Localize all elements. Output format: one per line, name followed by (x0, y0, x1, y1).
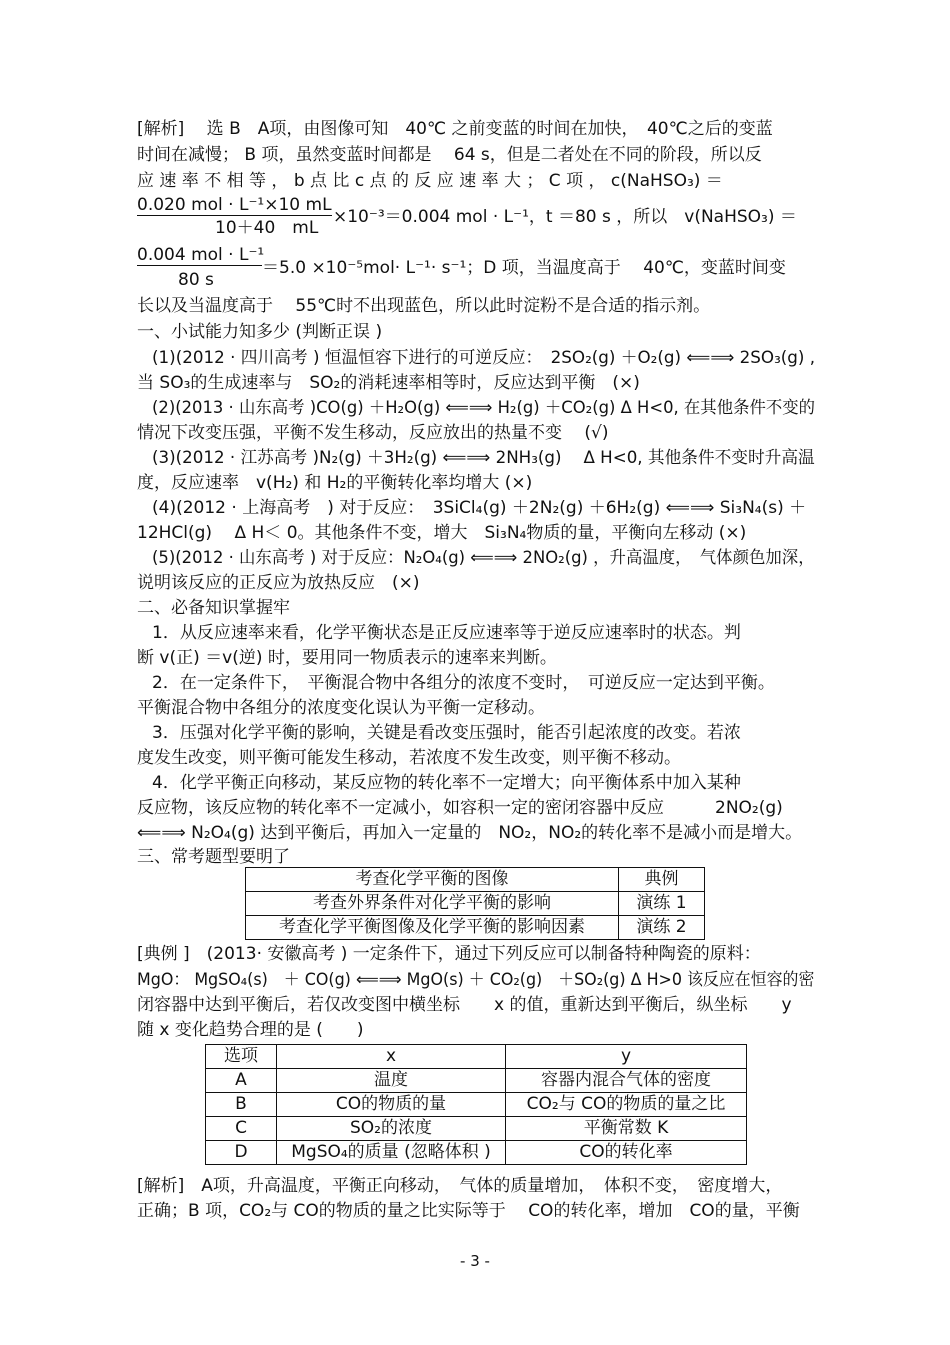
analysis-line: 正确；B 项，CO₂与 CO的物质的量之比实际等于 CO的转化率，增加 CO的量，平衡 (137, 1201, 800, 1221)
analysis-line: 应 速 率 不 相 等 ， b 点 比 c 点 的 反 应 速 率 大 ； C 项 ， c(NaHSO₃) ＝ (137, 171, 723, 191)
knowledge-point: 2．在一定条件下， 平衡混合物中各组分的浓度不变时， 可逆反应一定达到平衡。 (152, 673, 775, 693)
table-cell: SO₂的浓度 (277, 1117, 506, 1141)
judgement-item: (2)(2013 · 山东高考 )CO(g) ＋H₂O(g) ⟸⟹ H₂(g) ＋CO₂(g) Δ H<0, 在其他条件不变的 (152, 398, 816, 418)
example-line: [典例 ] (2013· 安徽高考 ) 一定条件下，通过下列反应可以制备特种陶瓷的原料： (137, 944, 761, 964)
example-line: 闭容器中达到平衡后，若仅改变图中横坐标 x 的值，重新达到平衡后，纵坐标 y (137, 995, 792, 1015)
table-cell: B (206, 1093, 277, 1117)
section-heading: 三、常考题型要明了 (137, 847, 290, 867)
table-cell: CO的物质的量 (277, 1093, 506, 1117)
table-header: 考查化学平衡的图像 (246, 868, 619, 892)
table-cell: D (206, 1141, 277, 1165)
formula-text: ＝5.0 ×10⁻⁵mol· L⁻¹· s⁻¹；D 项，当温度高于 40℃，变蓝时间变 (262, 258, 786, 278)
judgement-item: (5)(2012 · 山东高考 ) 对于反应：N₂O₄(g) ⟸⟹ 2NO₂(g) ，升高温度， 气体颜色加深， (152, 548, 815, 568)
table-cell: 演练 1 (619, 892, 705, 916)
knowledge-point: 1．从反应速率来看，化学平衡状态是正反应速率等于逆反应速率时的状态。判 (152, 623, 741, 643)
table-cell: 容器内混合气体的密度 (506, 1069, 747, 1093)
fraction-denominator: 10＋40 mL (215, 218, 319, 238)
fraction-denominator: 80 s (178, 270, 214, 290)
page-number: - 3 - (460, 1252, 490, 1270)
fraction-numerator: 0.020 mol · L⁻¹×10 mL (137, 195, 332, 215)
knowledge-point: 度发生改变，则平衡可能发生移动，若浓度不发生改变，则平衡不移动。 (137, 748, 681, 768)
options-table (205, 1044, 747, 1165)
example-line: MgO： MgSO₄(s) ＋ CO(g) ⟸⟹ MgO(s) ＋ CO₂(g) ＋SO₂(g) Δ H>0 该反应在恒容的密 (137, 970, 815, 990)
analysis-line: [解析] 选 B A项，由图像可知 40℃ 之前变蓝的时间在加快， 40℃之后的变蓝 (137, 119, 773, 139)
table-cell: CO₂与 CO的物质的量之比 (506, 1093, 747, 1117)
table-cell: CO的转化率 (506, 1141, 747, 1165)
judgement-item: 度，反应速率 v(H₂) 和 H₂的平衡转化率均增大 (×) (137, 473, 533, 493)
fraction-numerator: 0.004 mol · L⁻¹ (137, 245, 265, 265)
knowledge-point: 断 v(正) ＝v(逆) 时，要用同一物质表示的速率来判断。 (137, 648, 557, 668)
table-cell: 平衡常数 K (506, 1117, 747, 1141)
section-heading: 二、必备知识掌握牢 (137, 598, 290, 618)
table-cell: MgSO₄的质量 (忽略体积 ) (277, 1141, 506, 1165)
judgement-item: 情况下改变压强，平衡不发生移动，反应放出的热量不变 (√) (137, 423, 609, 443)
analysis-line: 长以及当温度高于 55℃时不出现蓝色，所以此时淀粉不是合适的指示剂。 (137, 296, 711, 316)
example-line: 随 x 变化趋势合理的是 ( ) (137, 1020, 364, 1040)
knowledge-point: 平衡混合物中各组分的浓度变化误认为平衡一定移动。 (137, 698, 545, 718)
judgement-item: (4)(2012 · 上海高考 ) 对于反应： 3SiCl₄(g) ＋2N₂(g) ＋6H₂(g) ⟸⟹ Si₃N₄(s) ＋ (152, 498, 807, 518)
judgement-item: 当 SO₃的生成速率与 SO₂的消耗速率相等时，反应达到平衡 (×) (137, 373, 640, 393)
judgement-item: 12HCl(g) Δ H＜ 0。其他条件不变，增大 Si₃N₄物质的量，平衡向左移动 (×) (137, 523, 747, 543)
table-cell: 温度 (277, 1069, 506, 1093)
knowledge-point: 4．化学平衡正向移动，某反应物的转化率不一定增大；向平衡体系中加入某种 (152, 773, 741, 793)
table-cell: 演练 2 (619, 916, 705, 940)
judgement-item: (1)(2012 · 四川高考 ) 恒温恒容下进行的可逆反应： 2SO₂(g) ＋O₂(g) ⟸⟹ 2SO₃(g) , (152, 348, 816, 368)
fraction-bar (137, 215, 332, 216)
knowledge-point: 3．压强对化学平衡的影响，关键是看改变压强时，能否引起浓度的改变。若浓 (152, 723, 741, 743)
section-heading: 一、小试能力知多少 (判断正误 ) (137, 322, 383, 342)
knowledge-point: 反应物，该反应物的转化率不一定减小，如容积一定的密闭容器中反应 2NO₂(g) (137, 798, 783, 818)
table-header: y (506, 1045, 747, 1069)
fraction-bar (137, 265, 262, 266)
knowledge-point: ⟸⟹ N₂O₄(g) 达到平衡后，再加入一定量的 NO₂，NO₂的转化率不是减小而是增大。 (137, 823, 803, 843)
table-header: x (277, 1045, 506, 1069)
judgement-item: 说明该反应的正反应为放热反应 (×) (137, 573, 420, 593)
judgement-item: (3)(2012 · 江苏高考 )N₂(g) ＋3H₂(g) ⟸⟹ 2NH₃(g) Δ H<0, 其他条件不变时升高温 (152, 448, 815, 468)
table-cell: 考查外界条件对化学平衡的影响 (246, 892, 619, 916)
table-header: 选项 (206, 1045, 277, 1069)
formula-text: ×10⁻³＝0.004 mol · L⁻¹，t ＝80 s ，所以 v(NaHSO₃) ＝ (333, 207, 797, 227)
table-cell: 考查化学平衡图像及化学平衡的影响因素 (246, 916, 619, 940)
table-cell: C (206, 1117, 277, 1141)
analysis-line: [解析] A项，升高温度，平衡正向移动， 气体的质量增加， 体积不变， 密度增大， (137, 1176, 783, 1196)
table-cell: A (206, 1069, 277, 1093)
analysis-line: 时间在减慢； B 项，虽然变蓝时间都是 64 s，但是二者处在不同的阶段，所以反 (137, 145, 762, 165)
table-header: 典例 (619, 868, 705, 892)
question-type-table (245, 867, 705, 940)
